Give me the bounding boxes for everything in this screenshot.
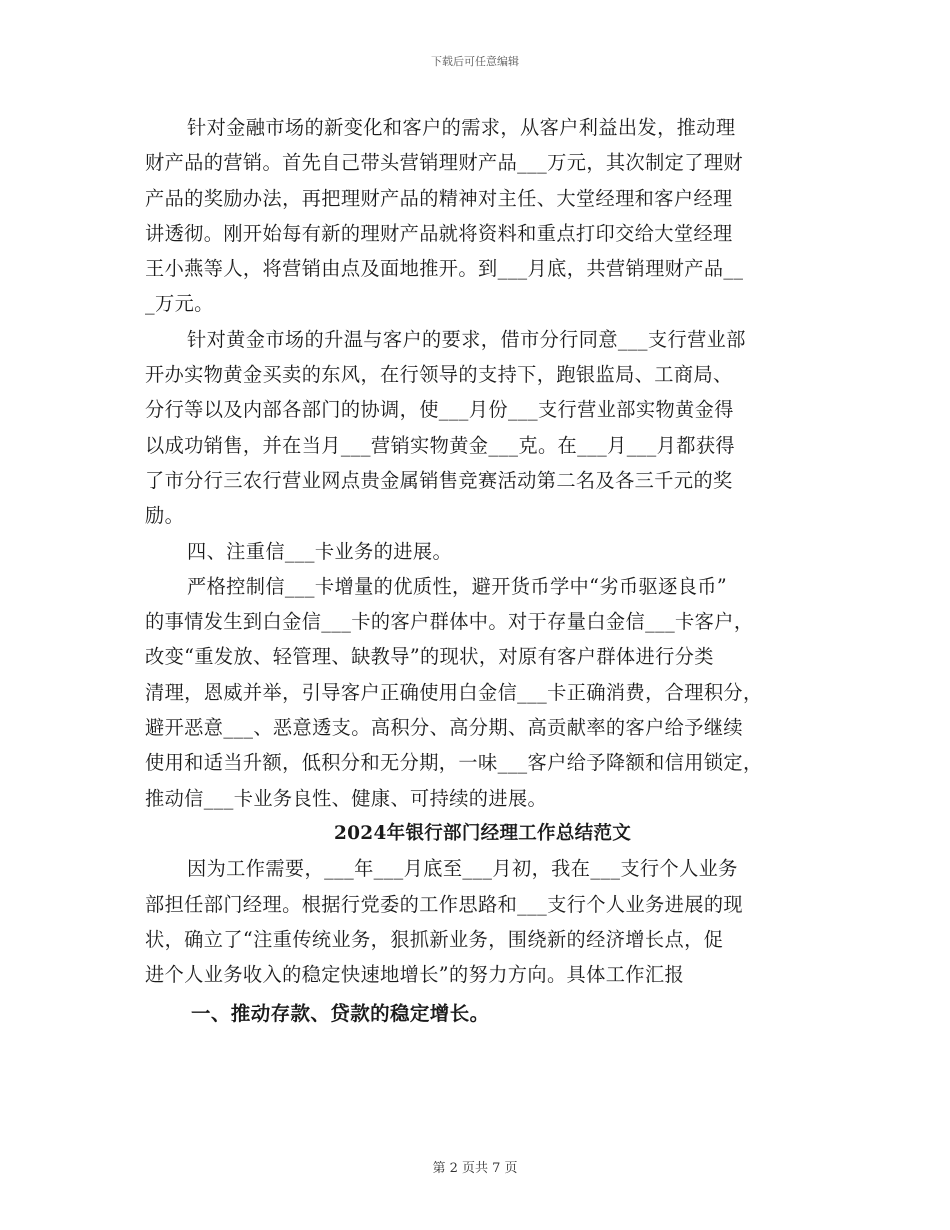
text-line: 财产品的营销。首先自己带头营销理财产品___万元，其次制定了理财 bbox=[145, 151, 744, 175]
text-line: 避开恶意___、恶意透支。高积分、高分期、高贡献率的客户给予继续 bbox=[145, 716, 744, 740]
text-line: 分行等以及内部各部门的协调，使___月份___支行营业部实物黄金得 bbox=[145, 398, 734, 422]
section-heading-bold: 一、推动存款、贷款的稳定增长。 bbox=[191, 1002, 490, 1026]
text-line: 严格控制信___卡增量的优质性，避开货币学中“劣币驱逐良币” bbox=[187, 574, 728, 598]
text-line: 状，确立了“注重传统业务，狠抓新业务，围绕新的经济增长点，促 bbox=[145, 927, 724, 951]
text-line: 针对金融市场的新变化和客户的需求，从客户利益出发，推动理 bbox=[187, 116, 736, 139]
text-line: 进个人业务收入的稳定快速地增长”的努力方向。具体工作汇报 bbox=[145, 963, 685, 987]
text-line: 清理，恩威并举，引导客户正确使用白金信___卡正确消费，合理积分， bbox=[145, 680, 763, 704]
text-line: 部担任部门经理。根据行党委的工作思路和___支行个人业务进展的现 bbox=[145, 892, 744, 916]
text-line: 讲透彻。刚开始每有新的理财产品就将资料和重点打印交给大堂经理 bbox=[145, 221, 733, 245]
document-body bbox=[145, 110, 820, 1032]
text-line: 以成功销售，并在当月___营销实物黄金___克。在___月___月都获得 bbox=[145, 433, 736, 457]
text-line: 王小燕等人，将营销由点及面地推开。到___月底，共营销理财产品__ bbox=[145, 257, 744, 281]
text-line: 励。 bbox=[145, 504, 185, 528]
text-line: 针对黄金市场的升温与客户的要求，借市分行同意___支行营业部 bbox=[187, 327, 746, 351]
text-line: 改变“重发放、轻管理、缺教导”的现状，对原有客户群体进行分类 bbox=[145, 645, 714, 669]
document-title: 2024年银行部门经理工作总结范文 bbox=[333, 822, 632, 844]
text-line: 因为工作需要，___年___月底至___月初，我在___支行个人业务 bbox=[187, 857, 738, 881]
text-line: 的事情发生到白金信___卡的客户群体中。对于存量白金信___卡客户， bbox=[145, 610, 754, 634]
text-line: 了市分行三农行营业网点贵金属销售竞赛活动第二名及各三千元的奖 bbox=[145, 468, 733, 492]
page-footer: 第 2 页共 7 页 bbox=[432, 1161, 518, 1176]
text-line: _万元。 bbox=[145, 292, 214, 316]
text-line: 开办实物黄金买卖的东风，在行领导的支持下，跑银监局、工商局、 bbox=[145, 363, 733, 387]
text-line: 推动信___卡业务良性、健康、可持续的进展。 bbox=[145, 786, 548, 810]
text-line: 使用和适当升额，低积分和无分期，一味___客户给予降额和信用锁定， bbox=[145, 751, 763, 775]
section-heading: 四、注重信___卡业务的进展。 bbox=[187, 539, 453, 563]
text-line: 产品的奖励办法，再把理财产品的精神对主任、大堂经理和客户经理 bbox=[145, 186, 733, 210]
page-header: 下载后可任意编辑 bbox=[431, 55, 519, 68]
